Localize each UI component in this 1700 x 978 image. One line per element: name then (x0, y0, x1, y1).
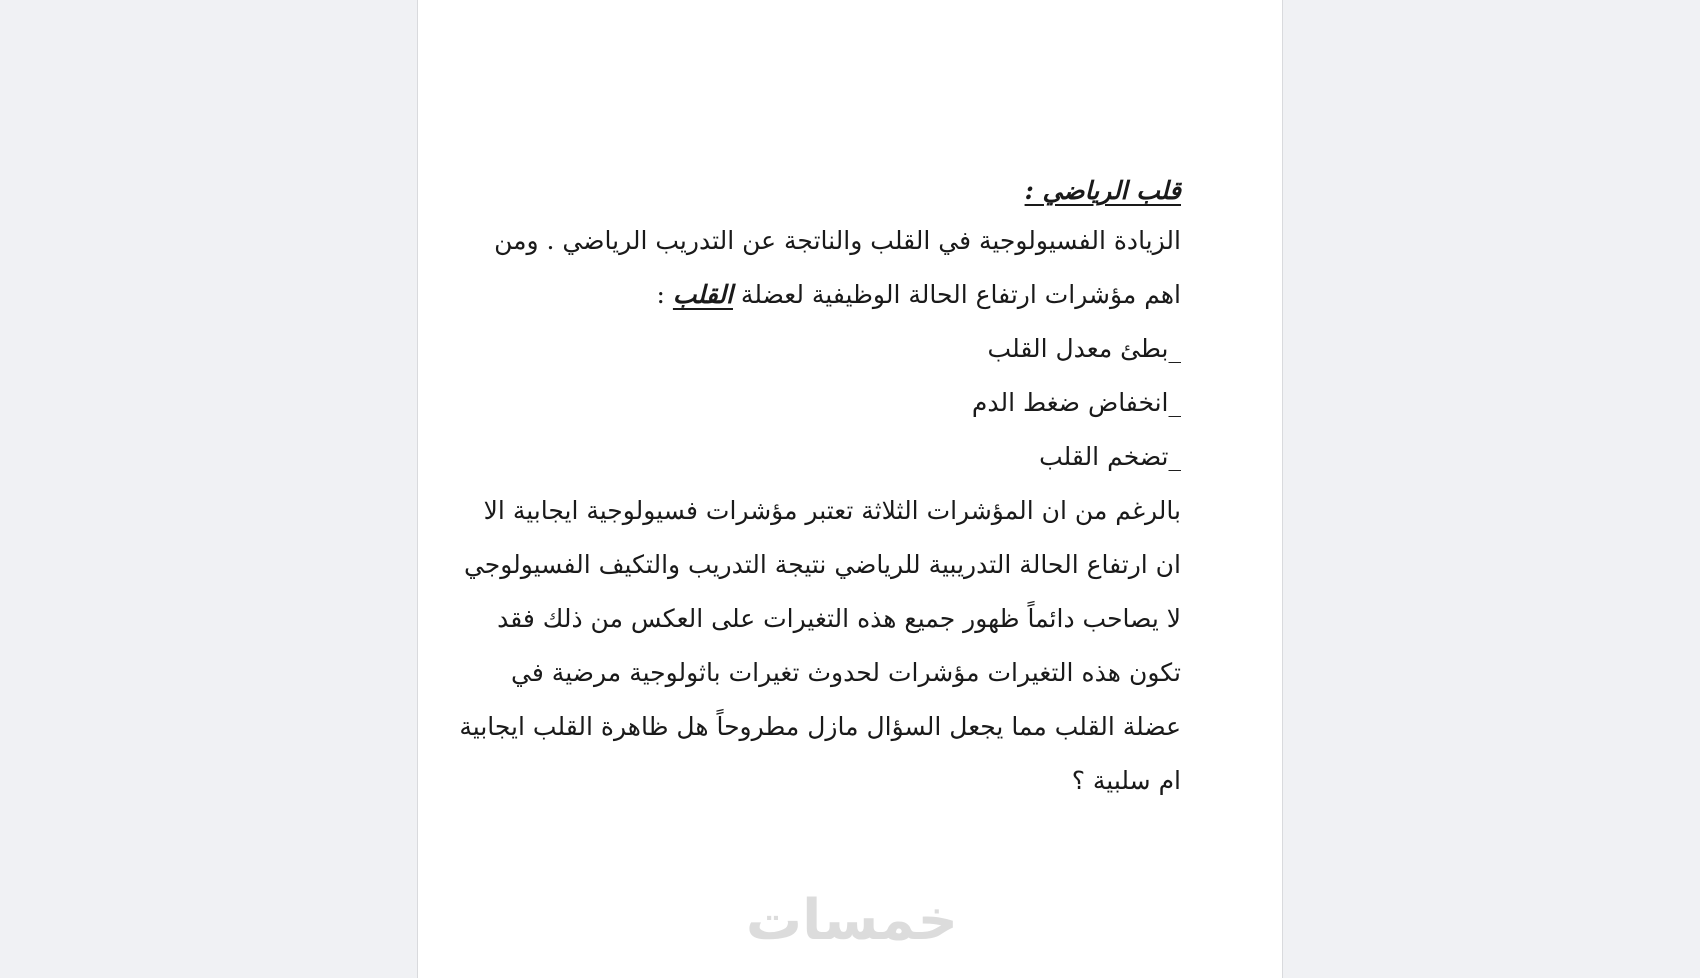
paragraph-line: ام سلبية ؟ (1071, 766, 1181, 795)
bullet-item: _انخفاض ضغط الدم (971, 388, 1181, 417)
bullet-item: _تضخم القلب (1039, 442, 1181, 471)
paragraph-line: تكون هذه التغيرات مؤشرات لحدوث تغيرات باثولوجية مرضية في (511, 658, 1181, 687)
intro-colon: : (656, 280, 673, 309)
emphasized-word: القلب (672, 280, 733, 309)
paragraph-line: بالرغم من ان المؤشرات الثلاثة تعتبر مؤشرات فسيولوجية ايجابية الا (483, 496, 1181, 525)
khamsat-watermark: خمسات (745, 888, 958, 953)
intro-line: الزيادة الفسيولوجية في القلب والناتجة عن التدريب الرياضي . ومن (494, 226, 1181, 255)
bullet-item: _بطئ معدل القلب (987, 334, 1181, 363)
paragraph-line: عضلة القلب مما يجعل السؤال مازل مطروحاً هل ظاهرة القلب ايجابية (459, 712, 1181, 741)
document-body (459, 168, 1181, 808)
intro-text: اهم مؤشرات ارتفاع الحالة الوظيفية لعضلة (732, 280, 1181, 309)
intro-line (511, 268, 1181, 322)
document-page (417, 0, 1283, 978)
paragraph-line: ان ارتفاع الحالة التدريبية للرياضي نتيجة التدريب والتكيف الفسيولوجي (463, 550, 1181, 579)
section-heading: قلب الرياضي : (1024, 176, 1181, 205)
paragraph-line: لا يصاحب دائماً ظهور جميع هذه التغيرات على العكس من ذلك فقد (497, 604, 1181, 633)
